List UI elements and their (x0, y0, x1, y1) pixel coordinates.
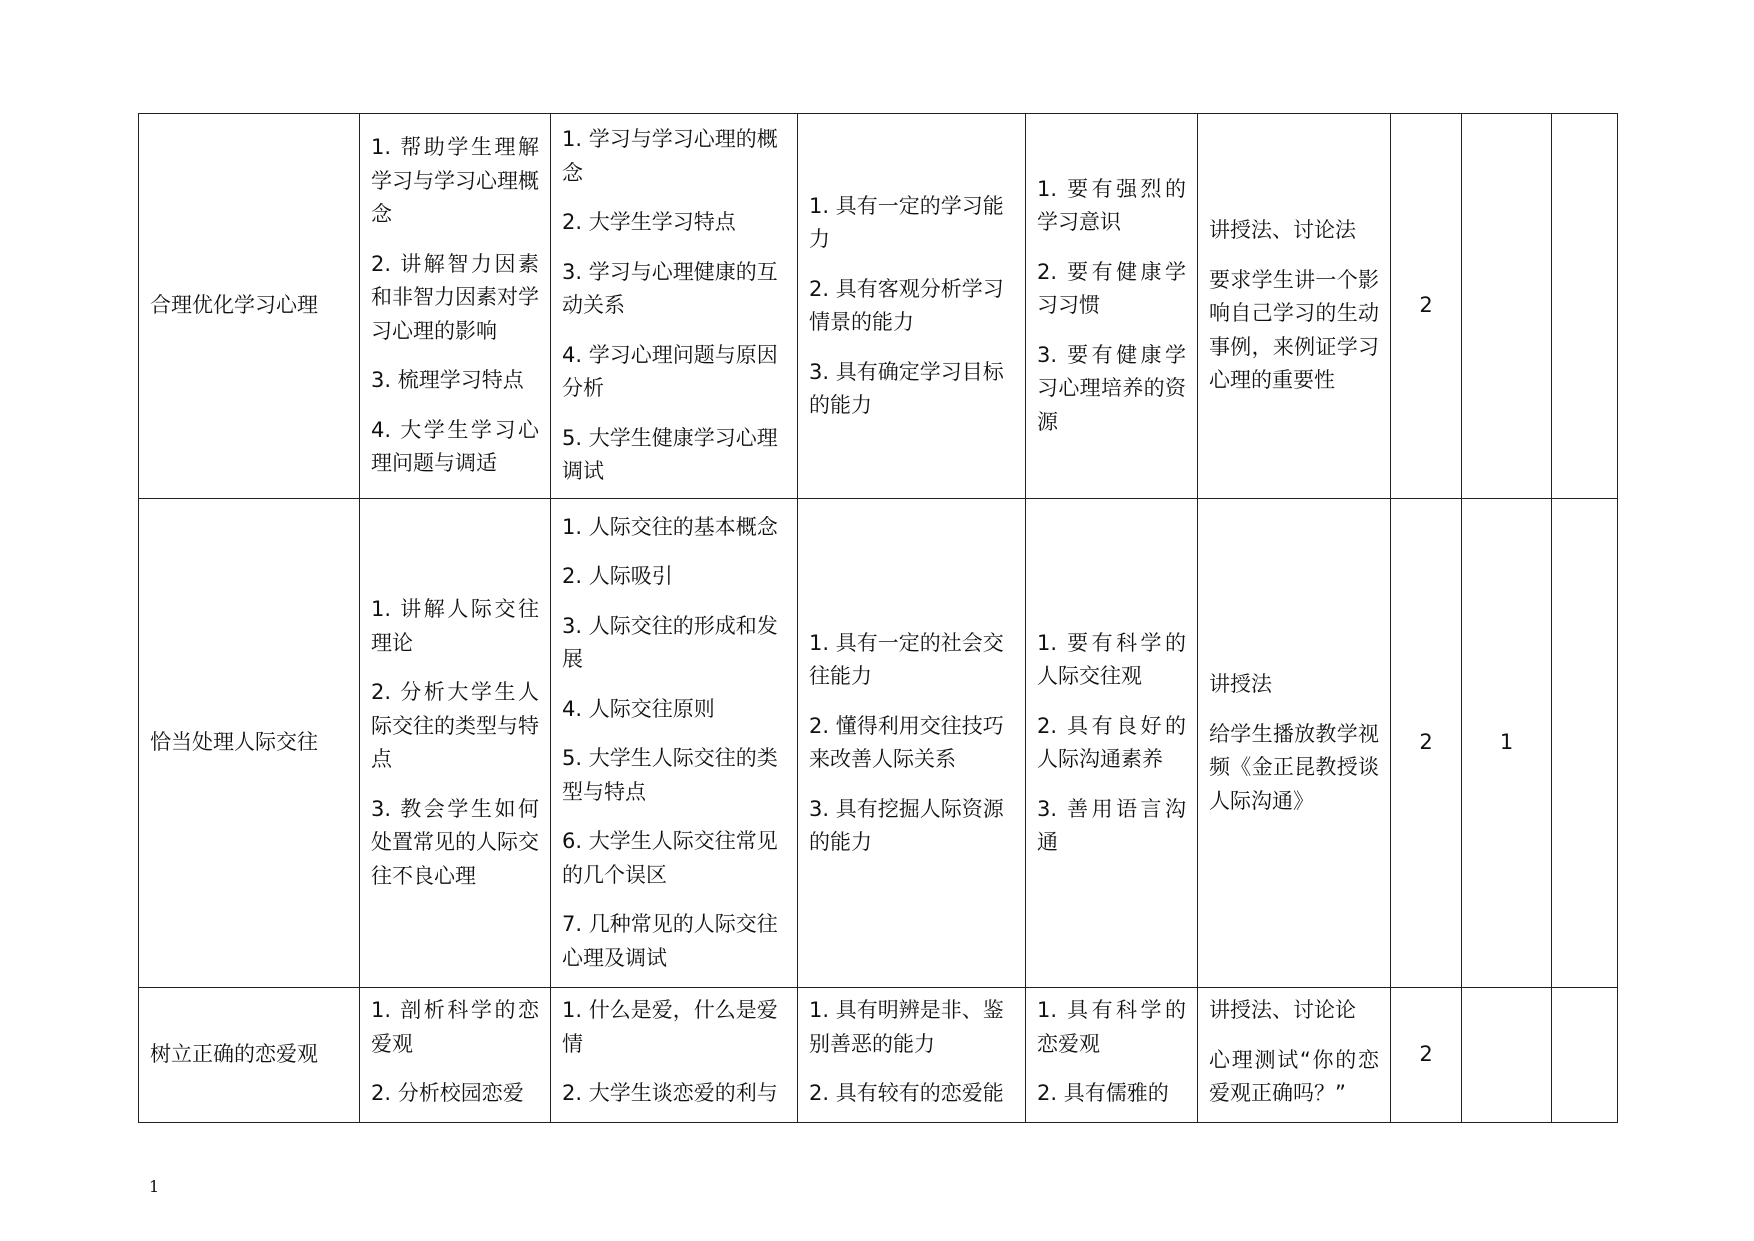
objectives-cell: 1. 讲解人际交往理论 2. 分析大学生人际交往的类型与特点 3. 教会学生如何处置常见的人际交往不良心理 (360, 499, 551, 988)
hours-cell: 2 (1391, 499, 1462, 988)
table-row (139, 988, 1618, 1123)
hours-cell: 2 (1391, 988, 1462, 1123)
content-cell: 1. 什么是爱，什么是爱情 2. 大学生谈恋爱的利与 (551, 988, 798, 1123)
methods-cell: 讲授法、讨论论 心理测试“你的恋爱观正确吗？” (1198, 988, 1391, 1123)
table-row (139, 114, 1618, 499)
methods-cell: 讲授法、讨论法 要求学生讲一个影响自己学习的生动事例，来例证学习心理的重要性 (1198, 114, 1391, 499)
abilities-cell: 1. 具有一定的学习能力 2. 具有客观分析学习情景的能力 3. 具有确定学习目标的能力 (798, 114, 1026, 499)
objectives-cell: 1. 剖析科学的恋爱观 2. 分析校园恋爱 (360, 988, 551, 1123)
abilities-cell: 1. 具有明辨是非、鉴别善恶的能力 2. 具有较有的恋爱能 (798, 988, 1026, 1123)
remark-cell (1552, 499, 1618, 988)
abilities-cell: 1. 具有一定的社会交往能力 2. 懂得利用交往技巧来改善人际关系 3. 具有挖掘人际资源的能力 (798, 499, 1026, 988)
remark-cell (1552, 114, 1618, 499)
table-row (139, 499, 1618, 988)
topic-cell: 恰当处理人际交往 (139, 499, 360, 988)
qualities-cell: 1. 要有强烈的学习意识 2. 要有健康学习习惯 3. 要有健康学习心理培养的资源 (1026, 114, 1198, 499)
practice-hours-cell (1462, 988, 1552, 1123)
topic-cell: 合理优化学习心理 (139, 114, 360, 499)
qualities-cell: 1. 具有科学的恋爱观 2. 具有儒雅的 (1026, 988, 1198, 1123)
qualities-cell: 1. 要有科学的人际交往观 2. 具有良好的人际沟通素养 3. 善用语言沟通 (1026, 499, 1198, 988)
remark-cell (1552, 988, 1618, 1123)
hours-cell: 2 (1391, 114, 1462, 499)
practice-hours-cell: 1 (1462, 499, 1552, 988)
page-number: 1 (149, 1177, 160, 1196)
topic-cell: 树立正确的恋爱观 (139, 988, 360, 1123)
course-table (138, 113, 1618, 1123)
content-cell: 1. 人际交往的基本概念 2. 人际吸引 3. 人际交往的形成和发展 4. 人际交往原则 5. 大学生人际交往的类型与特点 6. 大学生人际交往常见的几个误区 7. 几种常见的人际交往心理及调试 (551, 499, 798, 988)
objectives-cell: 1. 帮助学生理解学习与学习心理概念 2. 讲解智力因素和非智力因素对学习心理的影响 3. 梳理学习特点 4. 大学生学习心理问题与调适 (360, 114, 551, 499)
practice-hours-cell (1462, 114, 1552, 499)
content-cell: 1. 学习与学习心理的概念 2. 大学生学习特点 3. 学习与心理健康的互动关系 4. 学习心理问题与原因分析 5. 大学生健康学习心理调试 (551, 114, 798, 499)
methods-cell: 讲授法 给学生播放教学视频《金正昆教授谈人际沟通》 (1198, 499, 1391, 988)
